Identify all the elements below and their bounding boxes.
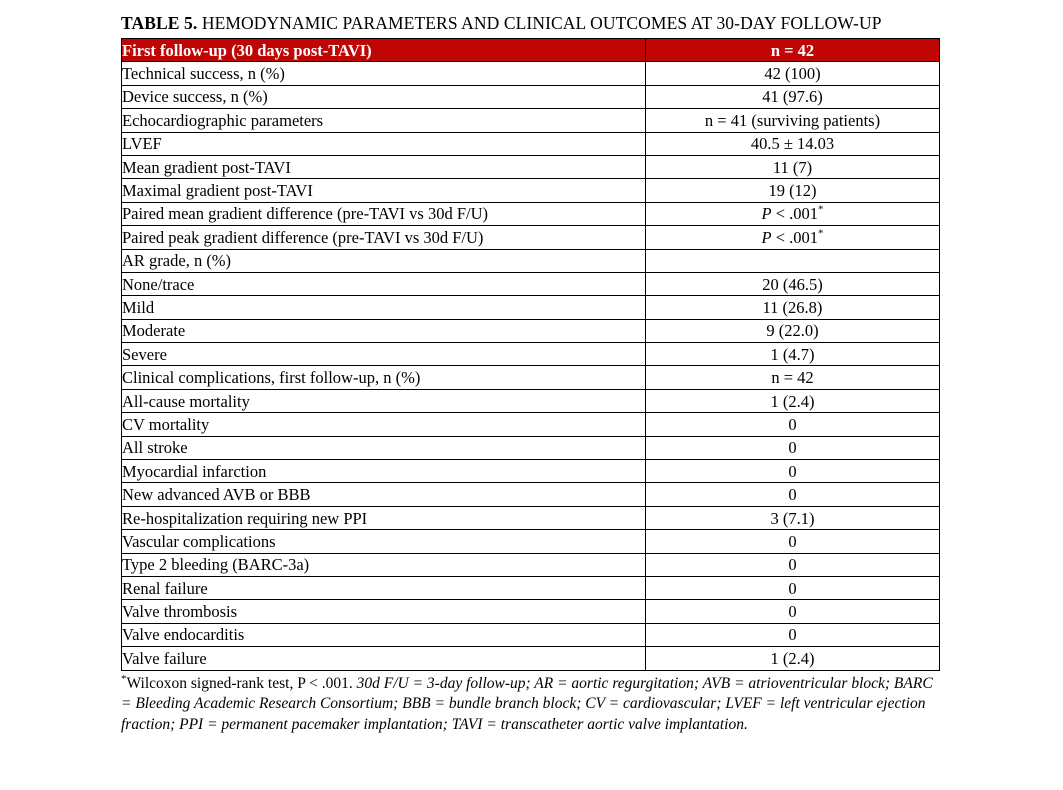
row-value: 41 (97.6) xyxy=(646,85,940,108)
table-row xyxy=(122,553,940,576)
table-block xyxy=(121,12,939,735)
table-row xyxy=(122,647,940,670)
table-row xyxy=(122,460,940,483)
row-label: Device success, n (%) xyxy=(122,85,646,108)
table-row xyxy=(122,179,940,202)
row-value: 3 (7.1) xyxy=(646,506,940,529)
table-row xyxy=(122,576,940,599)
row-label: LVEF xyxy=(122,132,646,155)
row-label: Paired peak gradient difference (pre-TAVI vs 30d F/U) xyxy=(122,226,646,249)
table-title xyxy=(121,12,939,35)
row-label: Myocardial infarction xyxy=(122,460,646,483)
table-row xyxy=(122,226,940,249)
row-value: 0 xyxy=(646,600,940,623)
table-header-row xyxy=(122,39,940,62)
row-value: 9 (22.0) xyxy=(646,319,940,342)
row-label: AR grade, n (%) xyxy=(122,249,646,272)
row-label: Mean gradient post-TAVI xyxy=(122,155,646,178)
hemodynamic-outcomes-table xyxy=(121,38,940,671)
table-row xyxy=(122,249,940,272)
row-value: 1 (2.4) xyxy=(646,647,940,670)
table-row xyxy=(122,530,940,553)
row-label: Type 2 bleeding (BARC-3a) xyxy=(122,553,646,576)
row-label: Moderate xyxy=(122,319,646,342)
row-label: Clinical complications, first follow-up, n (%) xyxy=(122,366,646,389)
row-label: None/trace xyxy=(122,272,646,295)
row-label: Paired mean gradient difference (pre-TAVI vs 30d F/U) xyxy=(122,202,646,225)
table-row xyxy=(122,389,940,412)
footnote-abbreviations: 30d F/U = 3-day follow-up; AR = aortic regurgitation; AVB = atrioventricular block; BARC = Bleeding Academic Research Consortium; BBB = bundle branch block; CV = cardiovascular; LVEF = left ventricular ejection fraction; PPI = permanent pacemaker implantation; TAVI = transcatheter aortic valve implantation. xyxy=(121,674,933,733)
header-cell-value: n = 42 xyxy=(646,39,940,62)
table-row xyxy=(122,366,940,389)
row-label: Renal failure xyxy=(122,576,646,599)
table-row xyxy=(122,85,940,108)
footnote-marker: * xyxy=(121,672,127,685)
row-label: All stroke xyxy=(122,436,646,459)
row-label: Echocardiographic parameters xyxy=(122,109,646,132)
row-value: n = 41 (surviving patients) xyxy=(646,109,940,132)
table-footnote xyxy=(121,674,939,736)
row-value: 0 xyxy=(646,553,940,576)
table-body xyxy=(122,62,940,670)
row-value: 0 xyxy=(646,623,940,646)
p-value-text: < .001 xyxy=(771,204,819,224)
row-label: Maximal gradient post-TAVI xyxy=(122,179,646,202)
table-row xyxy=(122,436,940,459)
row-value: 11 (26.8) xyxy=(646,296,940,319)
table-row xyxy=(122,109,940,132)
table-row xyxy=(122,413,940,436)
row-label: Vascular complications xyxy=(122,530,646,553)
p-symbol: P xyxy=(761,227,772,247)
table-row xyxy=(122,272,940,295)
table-row xyxy=(122,506,940,529)
row-value: 1 (4.7) xyxy=(646,343,940,366)
row-value: 19 (12) xyxy=(646,179,940,202)
footnote-star-icon: * xyxy=(818,203,824,216)
row-value: 11 (7) xyxy=(646,155,940,178)
row-label: Valve failure xyxy=(122,647,646,670)
row-value: 0 xyxy=(646,483,940,506)
row-value: 0 xyxy=(646,436,940,459)
row-value xyxy=(646,249,940,272)
row-value: 0 xyxy=(646,460,940,483)
row-value: 40.5 ± 14.03 xyxy=(646,132,940,155)
row-label: Valve thrombosis xyxy=(122,600,646,623)
table-row xyxy=(122,155,940,178)
table-row xyxy=(122,132,940,155)
row-value: 20 (46.5) xyxy=(646,272,940,295)
row-value xyxy=(646,202,940,225)
row-label: Re-hospitalization requiring new PPI xyxy=(122,506,646,529)
row-label: Mild xyxy=(122,296,646,319)
table-row xyxy=(122,343,940,366)
table-title-caption: HEMODYNAMIC PARAMETERS AND CLINICAL OUTCOMES AT 30-DAY FOLLOW-UP xyxy=(201,13,882,33)
table-row xyxy=(122,600,940,623)
footnote-star-icon: * xyxy=(818,227,824,240)
row-label: New advanced AVB or BBB xyxy=(122,483,646,506)
footnote-p-symbol: P xyxy=(297,674,306,692)
row-value: n = 42 xyxy=(646,366,940,389)
row-label: All-cause mortality xyxy=(122,389,646,412)
table-row xyxy=(122,319,940,342)
row-value: 42 (100) xyxy=(646,62,940,85)
header-cell-label: First follow-up (30 days post-TAVI) xyxy=(122,39,646,62)
row-label: Valve endocarditis xyxy=(122,623,646,646)
table-row xyxy=(122,296,940,319)
table-title-label: TABLE 5. xyxy=(121,13,198,33)
row-value: 0 xyxy=(646,530,940,553)
row-label: Severe xyxy=(122,343,646,366)
row-value xyxy=(646,226,940,249)
footnote-p-value: < .001. xyxy=(305,674,357,692)
table-row xyxy=(122,483,940,506)
table-row xyxy=(122,62,940,85)
table-row xyxy=(122,623,940,646)
table-header xyxy=(122,39,940,62)
p-symbol: P xyxy=(761,204,772,224)
row-value: 0 xyxy=(646,576,940,599)
table-row xyxy=(122,202,940,225)
row-value: 0 xyxy=(646,413,940,436)
p-value-text: < .001 xyxy=(771,227,819,247)
footnote-statistic-text: Wilcoxon signed-rank test, xyxy=(126,674,298,692)
row-label: Technical success, n (%) xyxy=(122,62,646,85)
row-label: CV mortality xyxy=(122,413,646,436)
row-value: 1 (2.4) xyxy=(646,389,940,412)
